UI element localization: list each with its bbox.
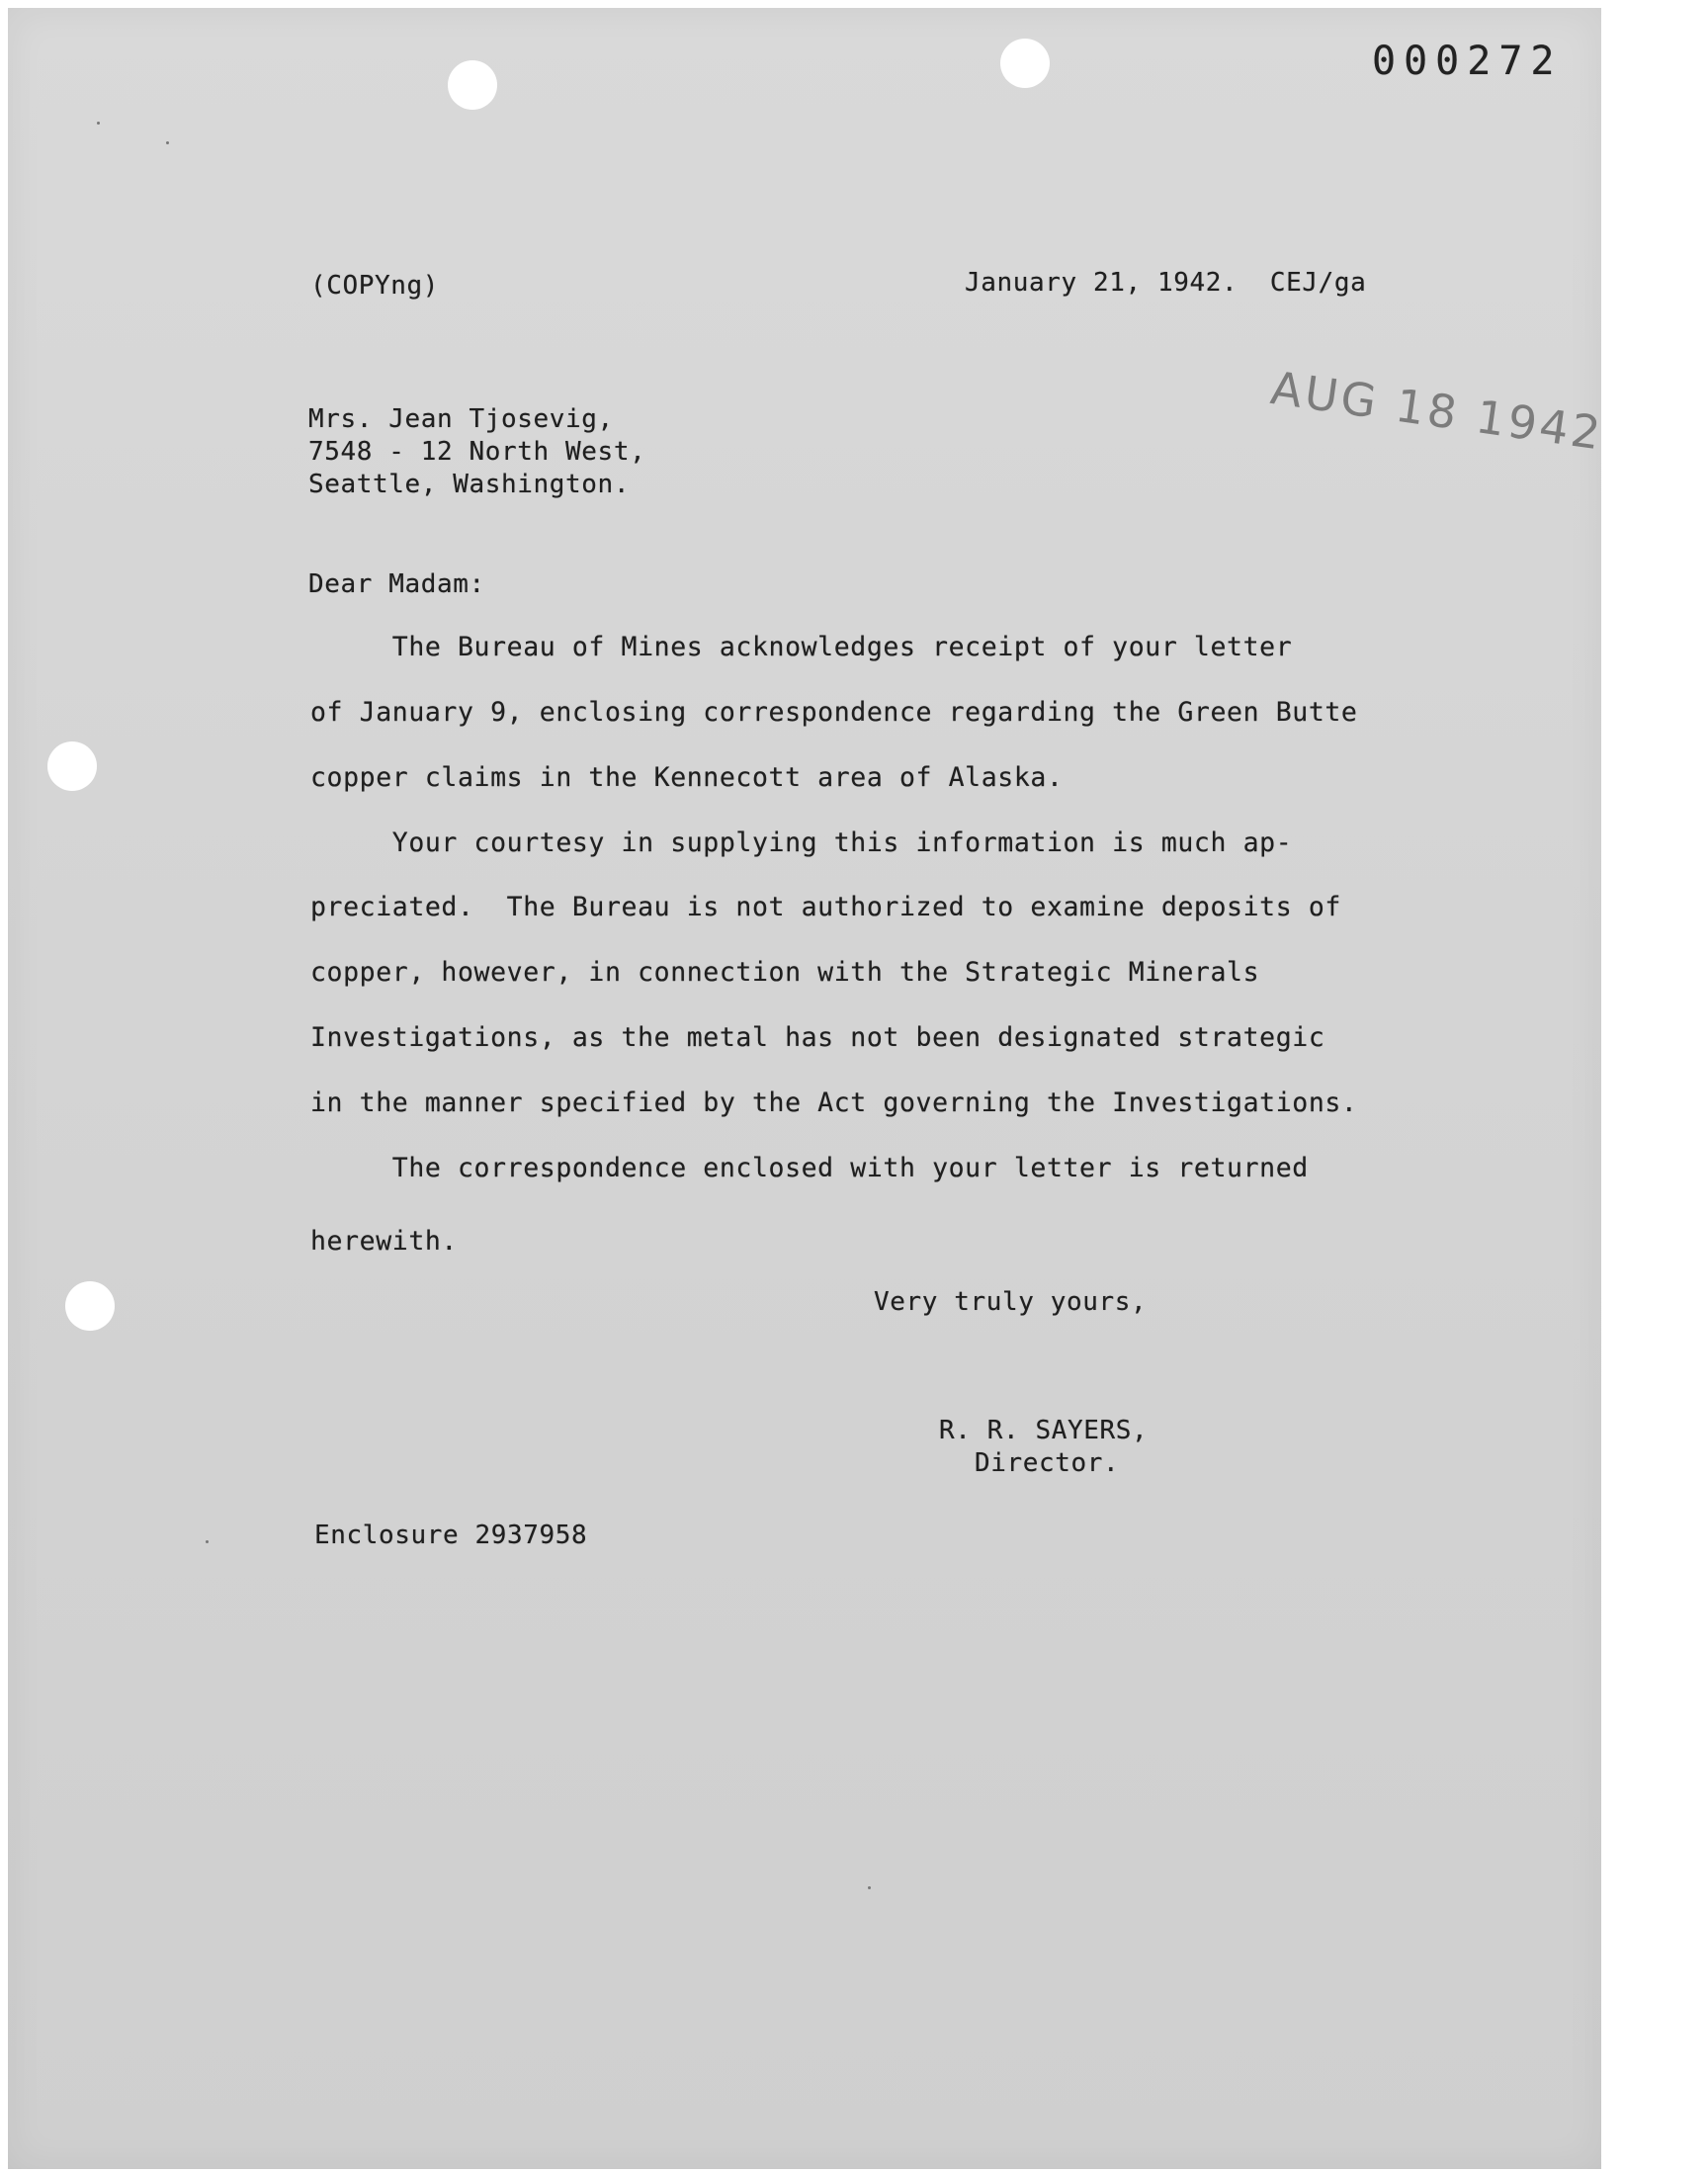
- body-line: The Bureau of Mines acknowledges receipt of your letter: [310, 632, 1293, 662]
- body-line: Your courtesy in supplying this information is much ap-: [310, 827, 1293, 858]
- body-line: preciated. The Bureau is not authorized to examine deposits of: [310, 892, 1341, 922]
- scan-speck: [97, 122, 100, 125]
- punch-hole-top-right: [1000, 39, 1050, 88]
- punch-hole-left-lower: [65, 1281, 115, 1331]
- body-line: Investigations, as the metal has not been designated strategic: [310, 1022, 1325, 1053]
- letter-date-reference: January 21, 1942. CEJ/ga: [965, 268, 1367, 298]
- punch-hole-left-middle: [47, 741, 97, 791]
- signer-name: R. R. SAYERS,: [939, 1416, 1149, 1445]
- body-line: The correspondence enclosed with your letter is returned: [310, 1153, 1309, 1183]
- received-date-stamp: AUG 18 1942: [1267, 361, 1607, 461]
- addressee-city: Seattle, Washington.: [308, 470, 631, 499]
- body-line: herewith.: [310, 1226, 458, 1257]
- body-line: copper claims in the Kennecott area of Alaska.: [310, 762, 1064, 793]
- salutation: Dear Madam:: [308, 569, 485, 599]
- scan-speck: [166, 141, 169, 144]
- punch-hole-top-left: [448, 60, 497, 110]
- scan-speck: [868, 1886, 871, 1889]
- page-number: 000272: [1372, 39, 1563, 84]
- addressee-name: Mrs. Jean Tjosevig,: [308, 404, 614, 434]
- body-line: in the manner specified by the Act governing the Investigations.: [310, 1088, 1358, 1118]
- body-line: of January 9, enclosing correspondence regarding the Green Butte: [310, 697, 1358, 728]
- body-line: copper, however, in connection with the Strategic Minerals: [310, 957, 1260, 988]
- enclosure-note: Enclosure 2937958: [314, 1521, 588, 1550]
- scan-speck: [206, 1540, 209, 1543]
- copy-mark: (COPYng): [310, 271, 440, 301]
- complimentary-close: Very truly yours,: [874, 1287, 1148, 1317]
- signer-title: Director.: [975, 1448, 1120, 1478]
- addressee-street: 7548 - 12 North West,: [308, 437, 646, 467]
